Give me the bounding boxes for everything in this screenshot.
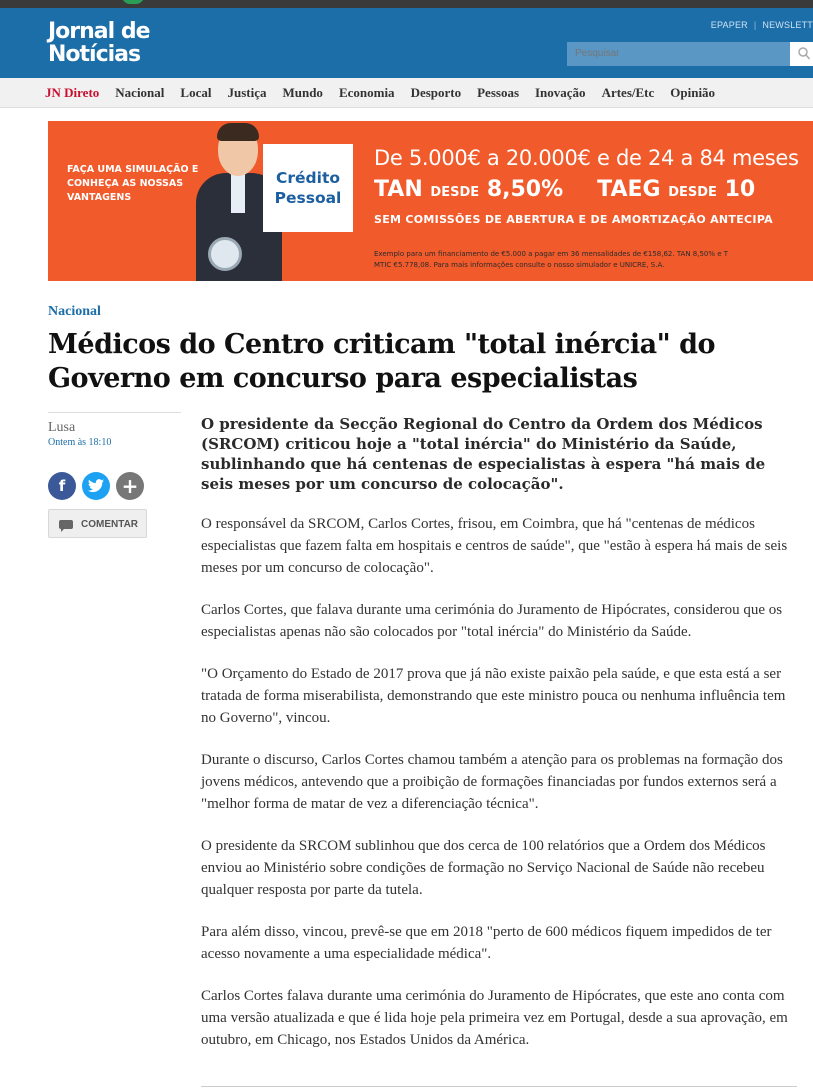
search-button[interactable] xyxy=(790,42,813,66)
ad-tan-label: TAN xyxy=(374,177,423,202)
ad-taeg-from: DESDE xyxy=(668,185,717,200)
article-paragraph: Carlos Cortes falava durante uma cerimónia do Juramento de Hipócrates, que este ano conta com uma versão atualizada e que é lida hoje pela primeira vez em Portugal, desde a sua aprovação, em outubro, em Chicago, nos Estados Unidos da América. xyxy=(201,988,788,1048)
ad-rates xyxy=(374,177,755,202)
comment-label: COMENTAR xyxy=(81,519,139,530)
nav-item-justica[interactable]: Justiça xyxy=(227,85,267,100)
ad-fine-print xyxy=(374,249,728,271)
twitter-icon xyxy=(88,479,104,493)
article-paragraph: O responsável da SRCOM, Carlos Cortes, frisou, em Coimbra, que há "centenas de médicos especialistas que fazem falta em hospitais e centros de saúde", que "estão à espera há mais de seis meses por um concurso de colocação". xyxy=(201,516,788,576)
ad-banner[interactable] xyxy=(48,121,813,281)
plus-icon: + xyxy=(121,474,139,498)
article-lead: O presidente da Secção Regional do Centro da Ordem dos Médicos (SRCOM) criticou hoje a "total inércia" do Ministério da Saúde, sublinhando que há centenas de especialistas à espera "há mais de seis meses por um concurso de colocação". xyxy=(201,415,766,493)
byline xyxy=(48,412,181,448)
nav-item-pessoas[interactable]: Pessoas xyxy=(477,85,519,100)
article-paragraph: O presidente da SRCOM sublinhou que dos cerca de 100 relatórios que a Ordem dos Médicos enviou ao Ministério sobre condições de formação no Serviço Nacional de Saúde não recebeu qualquer resposta por parte da tutela. xyxy=(201,838,766,898)
logo-line-2: Notícias xyxy=(48,42,141,67)
comment-bubble-icon xyxy=(59,520,73,529)
ad-tan-value: 8,50% xyxy=(486,177,564,202)
article-date: Ontem às 18:10 xyxy=(48,437,112,448)
ad-tan-from: DESDE xyxy=(430,185,480,200)
epaper-link[interactable]: EPAPER xyxy=(710,20,748,30)
header-links xyxy=(711,20,813,30)
facebook-icon: f xyxy=(58,477,66,495)
ad-headline: De 5.000€ a 20.000€ e de 24 a 84 meses xyxy=(374,146,799,170)
share-buttons xyxy=(48,472,150,500)
ad-taeg-label: TAEG xyxy=(597,177,661,202)
ad-person-shirt xyxy=(231,173,245,213)
nav-item-artes[interactable]: Artes/Etc xyxy=(601,85,655,100)
article-author: Lusa xyxy=(48,420,76,435)
nav-item-jn-direto[interactable]: JN Direto xyxy=(45,85,100,100)
nav-item-nacional[interactable]: Nacional xyxy=(115,85,165,100)
twitter-share-button[interactable] xyxy=(82,472,110,500)
nav-item-local[interactable]: Local xyxy=(180,85,212,100)
alarm-clock-icon xyxy=(208,237,242,271)
ad-product-box xyxy=(263,144,353,232)
ad-fine-line-2: MTIC €5.778,08. Para mais informações consulte o nosso simulador e UNICRE, S.A. xyxy=(374,261,665,269)
main-nav xyxy=(0,78,813,108)
more-share-button[interactable] xyxy=(116,472,144,500)
search-input[interactable] xyxy=(567,42,790,66)
ad-subline: SEM COMISSÕES DE ABERTURA E DE AMORTIZAÇÃO ANTECIPA xyxy=(374,213,773,226)
article-paragraph: Para além disso, vincou, prevê-se que em 2018 "perto de 600 médicos fiquem impedidos de ter acesso novamente a uma especialidade médica". xyxy=(201,924,772,962)
newsletter-link[interactable]: NEWSLETT xyxy=(762,20,813,30)
top-strip-marker xyxy=(122,0,144,4)
article-paragraph: "O Orçamento do Estado de 2017 prova que já não existe paixão pela saúde, e que esta está a ser tratada de forma miserabilista, demonstrando que este ministro pouca ou nenhuma influência tem no Governo", vincou. xyxy=(201,666,786,726)
site-header xyxy=(0,8,813,78)
nav-item-economia[interactable]: Economia xyxy=(338,85,395,100)
comment-button[interactable] xyxy=(48,509,147,538)
ad-box-line-2: Pessoal xyxy=(274,189,342,207)
top-strip xyxy=(0,0,813,8)
ad-fine-line-1: Exemplo para um financiamento de €5.000 a pagar em 36 mensalidades de €158,62. TAN 8,50% e T xyxy=(374,250,729,258)
search-icon xyxy=(798,47,810,60)
ad-left-text: FAÇA UMA SIMULAÇÃO E CONHEÇA AS NOSSAS VANTAGENS xyxy=(67,164,199,203)
nav-item-inovacao[interactable]: Inovação xyxy=(535,85,586,100)
ad-box-line-1: Crédito xyxy=(276,169,340,187)
nav-item-opiniao[interactable]: Opinião xyxy=(670,85,716,100)
section-label[interactable]: Nacional xyxy=(48,304,101,319)
ad-taeg-value: 10 xyxy=(724,177,756,202)
facebook-share-button[interactable] xyxy=(48,472,76,500)
logo-line-1: Jornal de xyxy=(48,19,150,44)
article-paragraph: Carlos Cortes, que falava durante uma cerimónia do Juramento de Hipócrates, considerou que os especialistas apenas não são colocados por "total inércia" do Ministério da Saúde. xyxy=(201,602,783,640)
article-bottom-divider xyxy=(201,1086,797,1087)
article-paragraph: Durante o discurso, Carlos Cortes chamou também a atenção para os problemas na formação dos jovens médicos, antevendo que a proibição de formações financiadas por fundos externos será a "melhor forma de matar de vez a diferenciação técnica". xyxy=(201,752,783,812)
article-title: Médicos do Centro criticam "total inércia" do Governo em concurso para especialistas xyxy=(48,329,716,394)
nav-item-desporto[interactable]: Desporto xyxy=(410,85,462,100)
nav-item-mundo[interactable]: Mundo xyxy=(282,85,323,100)
article-body xyxy=(201,513,797,1071)
site-logo[interactable] xyxy=(48,20,150,66)
header-link-separator: | xyxy=(753,20,757,30)
ad-person-hair xyxy=(217,123,259,141)
